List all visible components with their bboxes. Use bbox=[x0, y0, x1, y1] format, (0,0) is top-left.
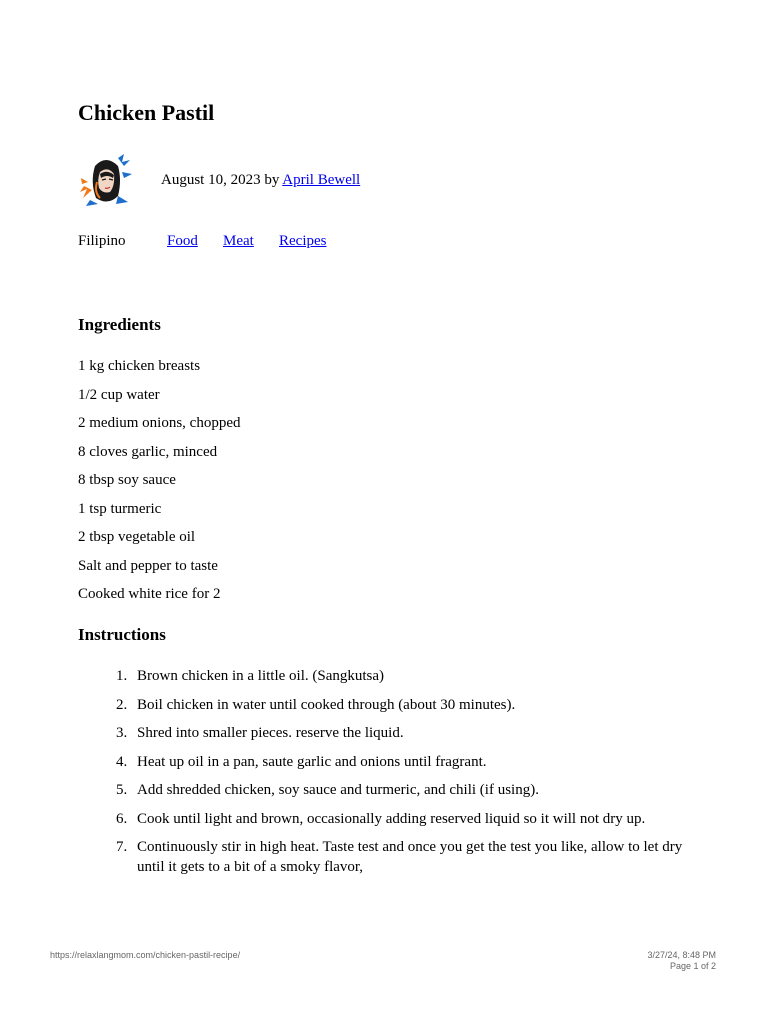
instructions-list bbox=[78, 666, 698, 886]
ingredient-item: Cooked white rice for 2 bbox=[78, 586, 221, 602]
category-link-recipes[interactable]: Recipes bbox=[279, 233, 327, 249]
author-link[interactable]: April Bewell bbox=[282, 172, 361, 188]
ingredient-item: 2 tbsp vegetable oil bbox=[78, 529, 196, 545]
step-number: 4. bbox=[116, 753, 128, 770]
ingredient-item: 8 cloves garlic, minced bbox=[78, 443, 218, 460]
step-number: 1. bbox=[116, 668, 128, 684]
instruction-step bbox=[78, 723, 698, 743]
step-text: Add shredded chicken, soy sauce and turmeric, and chili (if using). bbox=[137, 782, 539, 798]
step-text: Boil chicken in water until cooked through (about 30 minutes). bbox=[137, 696, 516, 713]
instruction-step bbox=[78, 837, 698, 877]
print-timestamp: 3/27/24, 8:48 PM bbox=[647, 950, 716, 960]
publish-date: August 10, 2023 bbox=[161, 172, 261, 188]
byline bbox=[161, 172, 360, 189]
instruction-step bbox=[78, 780, 698, 800]
instruction-step bbox=[78, 695, 698, 715]
ingredient-item: 1/2 cup water bbox=[78, 386, 160, 403]
author-portrait-icon bbox=[78, 152, 134, 208]
page-title: Chicken Pastil bbox=[78, 100, 215, 125]
ingredient-item: 1 tsp turmeric bbox=[78, 500, 162, 517]
footer-url: https://relaxlangmom.com/chicken-pastil-recipe/ bbox=[50, 950, 241, 960]
ingredient-item: 8 tbsp soy sauce bbox=[78, 472, 176, 488]
step-text: Brown chicken in a little oil. (Sangkutsa) bbox=[137, 668, 385, 684]
step-number: 2. bbox=[116, 696, 128, 713]
step-text: Continuously stir in high heat. Taste test and once you get the test you like, allow to let dry until it gets to a bit of a smoky flavor, bbox=[137, 839, 683, 875]
ingredient-item: 2 medium onions, chopped bbox=[78, 415, 241, 431]
instruction-step bbox=[78, 666, 698, 686]
step-number: 7. bbox=[116, 839, 128, 855]
step-number: 5. bbox=[116, 782, 128, 798]
category-link-food[interactable]: Food bbox=[167, 233, 198, 249]
step-number: 6. bbox=[116, 810, 128, 827]
step-text: Shred into smaller pieces. reserve the liquid. bbox=[137, 725, 404, 741]
step-number: 3. bbox=[116, 725, 128, 741]
page-number: Page 1 of 2 bbox=[669, 961, 716, 971]
step-text: Heat up oil in a pan, saute garlic and onions until fragrant. bbox=[137, 753, 487, 770]
category-link-meat[interactable]: Meat bbox=[223, 233, 254, 249]
instruction-step bbox=[78, 752, 698, 772]
cuisine-label: Filipino bbox=[78, 233, 126, 249]
ingredient-item: 1 kg chicken breasts bbox=[78, 358, 201, 374]
ingredients-heading: Ingredients bbox=[78, 315, 161, 334]
ingredient-item: Salt and pepper to taste bbox=[78, 557, 218, 574]
footer-meta bbox=[647, 950, 716, 972]
instruction-step bbox=[78, 809, 698, 829]
ingredients-list bbox=[78, 356, 240, 613]
step-text: Cook until light and brown, occasionally adding reserved liquid so it will not dry up. bbox=[137, 810, 646, 827]
instructions-heading: Instructions bbox=[78, 625, 166, 644]
byline-by: by bbox=[264, 172, 280, 188]
